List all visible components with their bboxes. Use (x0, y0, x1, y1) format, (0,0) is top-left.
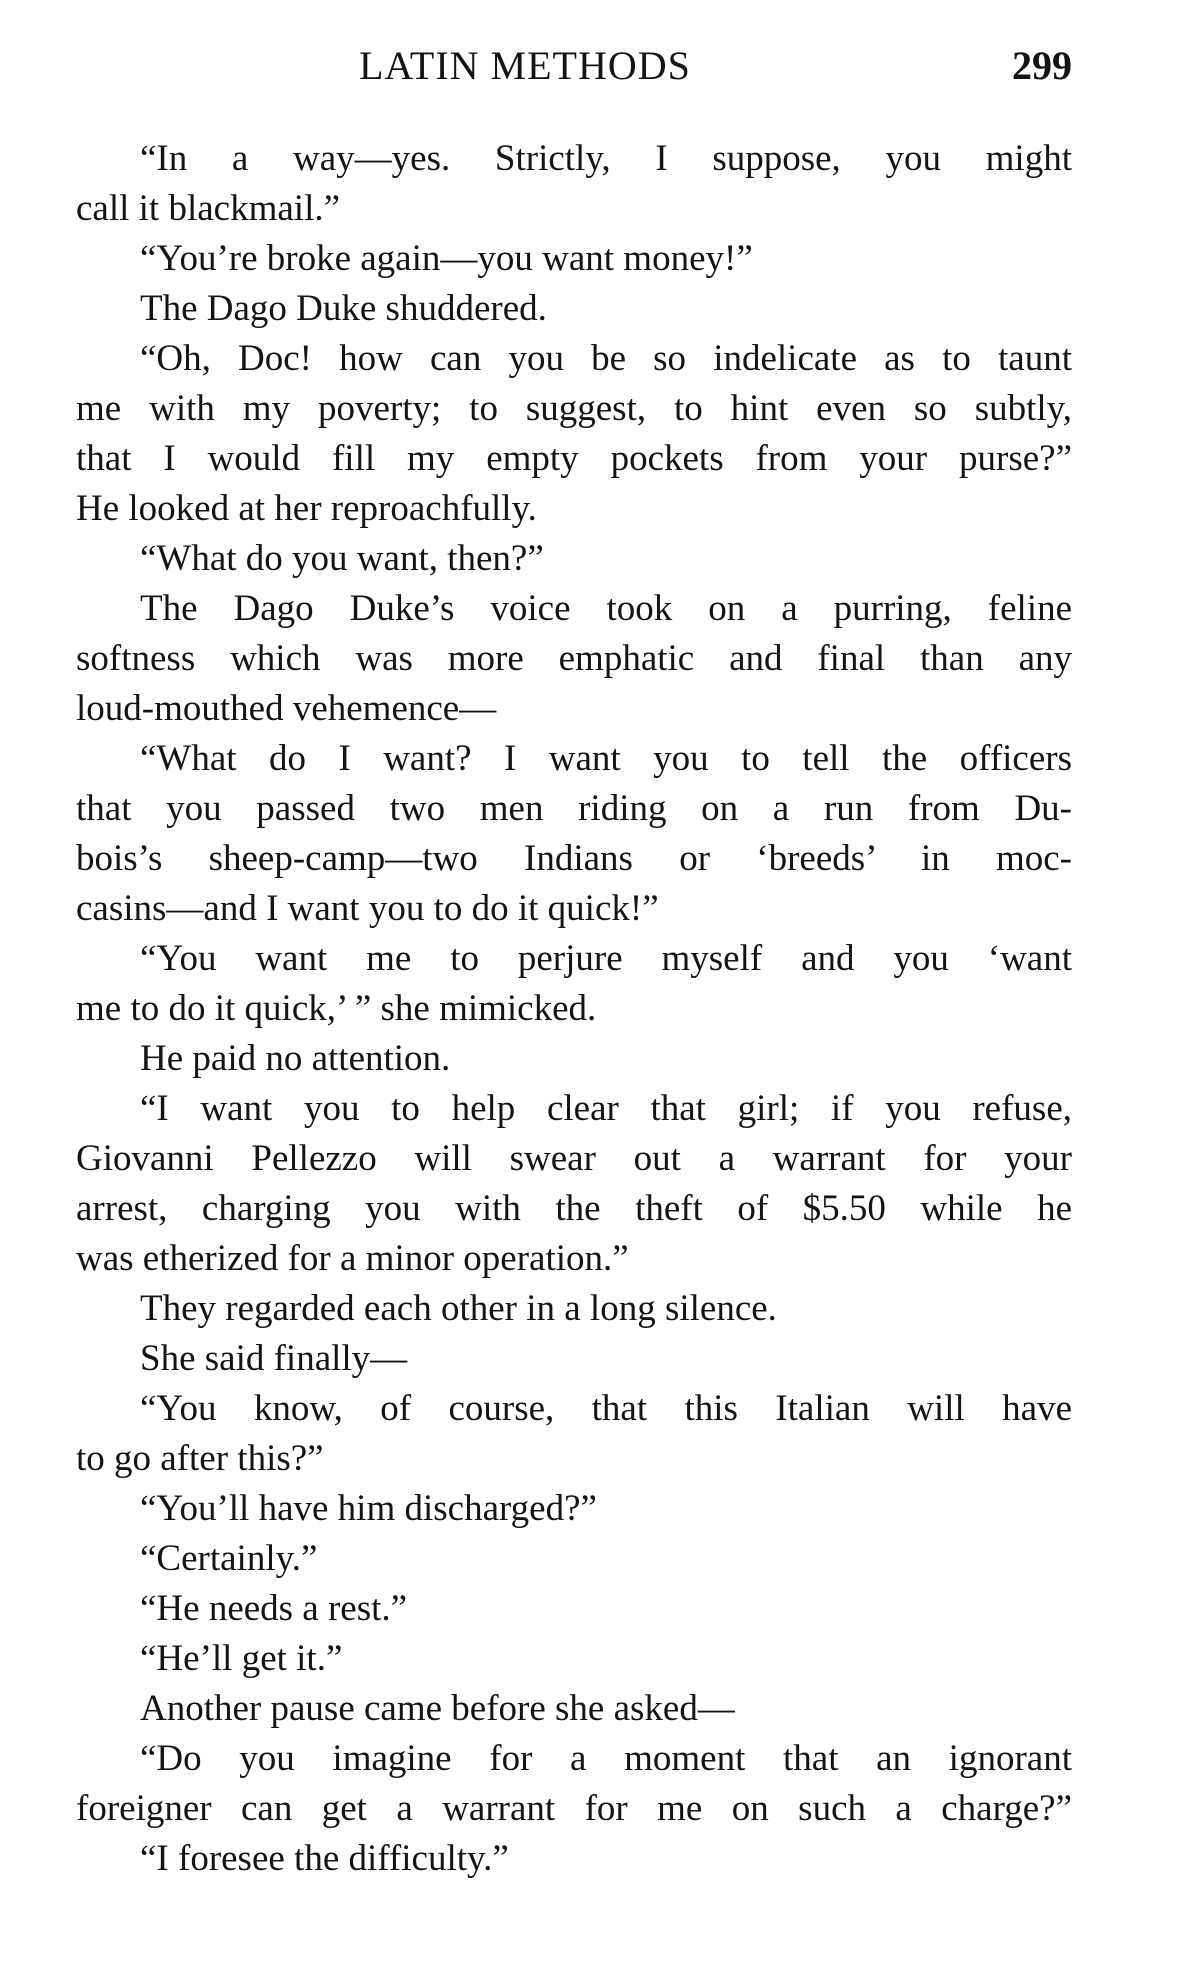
text-line: that I would fill my empty pockets from your purse?” (76, 438, 1072, 479)
text-line: “You’ll have him discharged?” (140, 1488, 597, 1529)
text-line: casins—and I want you to do it quick!” (76, 888, 659, 929)
text-line: foreigner can get a warrant for me on such a charge?” (76, 1788, 1072, 1829)
text-line: “What do I want? I want you to tell the officers (140, 738, 1072, 779)
text-line: They regarded each other in a long silence. (140, 1288, 777, 1329)
text-line: me to do it quick,’ ” she mimicked. (76, 988, 597, 1029)
text-line: that you passed two men riding on a run from Du- (76, 788, 1072, 829)
body-text (76, 134, 1072, 1884)
text-line: He looked at her reproachfully. (76, 488, 537, 529)
text-line: call it blackmail.” (76, 188, 341, 229)
text-line: “Oh, Doc! how can you be so indelicate as to taunt (140, 338, 1072, 379)
text-line: “You’re broke again—you want money!” (140, 238, 753, 279)
text-line: softness which was more emphatic and final than any (76, 638, 1072, 679)
text-line: to go after this?” (76, 1438, 324, 1479)
text-line: “He needs a rest.” (140, 1588, 408, 1629)
text-line: Giovanni Pellezzo will swear out a warrant for your (76, 1138, 1072, 1179)
text-line: “You want me to perjure myself and you ‘want (140, 938, 1072, 979)
text-line: The Dago Duke’s voice took on a purring, feline (140, 588, 1072, 629)
text-line: The Dago Duke shuddered. (140, 288, 547, 329)
text-line: arrest, charging you with the theft of $5.50 while he (76, 1188, 1072, 1229)
text-line: loud-mouthed vehemence— (76, 688, 497, 729)
text-line: “He’ll get it.” (140, 1638, 343, 1679)
text-line: “Certainly.” (140, 1538, 318, 1579)
text-line: “I want you to help clear that girl; if you refuse, (140, 1088, 1072, 1129)
text-line: was etherized for a minor operation.” (76, 1238, 629, 1279)
text-line: “In a way—yes. Strictly, I suppose, you might (140, 138, 1072, 179)
text-line: “I foresee the difficulty.” (140, 1838, 509, 1879)
page-header (76, 42, 1072, 92)
text-line: bois’s sheep-camp—two Indians or ‘breeds’ in moc- (76, 838, 1072, 879)
text-line: “You know, of course, that this Italian will have (140, 1388, 1072, 1429)
text-line: “Do you imagine for a moment that an ignorant (140, 1738, 1072, 1779)
text-line: “What do you want, then?” (140, 538, 544, 579)
running-title: LATIN METHODS (359, 43, 691, 88)
text-line: He paid no attention. (140, 1038, 451, 1079)
text-line: She said finally— (140, 1338, 408, 1379)
text-line: me with my poverty; to suggest, to hint even so subtly, (76, 388, 1072, 429)
text-line: Another pause came before she asked— (140, 1688, 735, 1729)
page-number: 299 (1012, 43, 1072, 88)
